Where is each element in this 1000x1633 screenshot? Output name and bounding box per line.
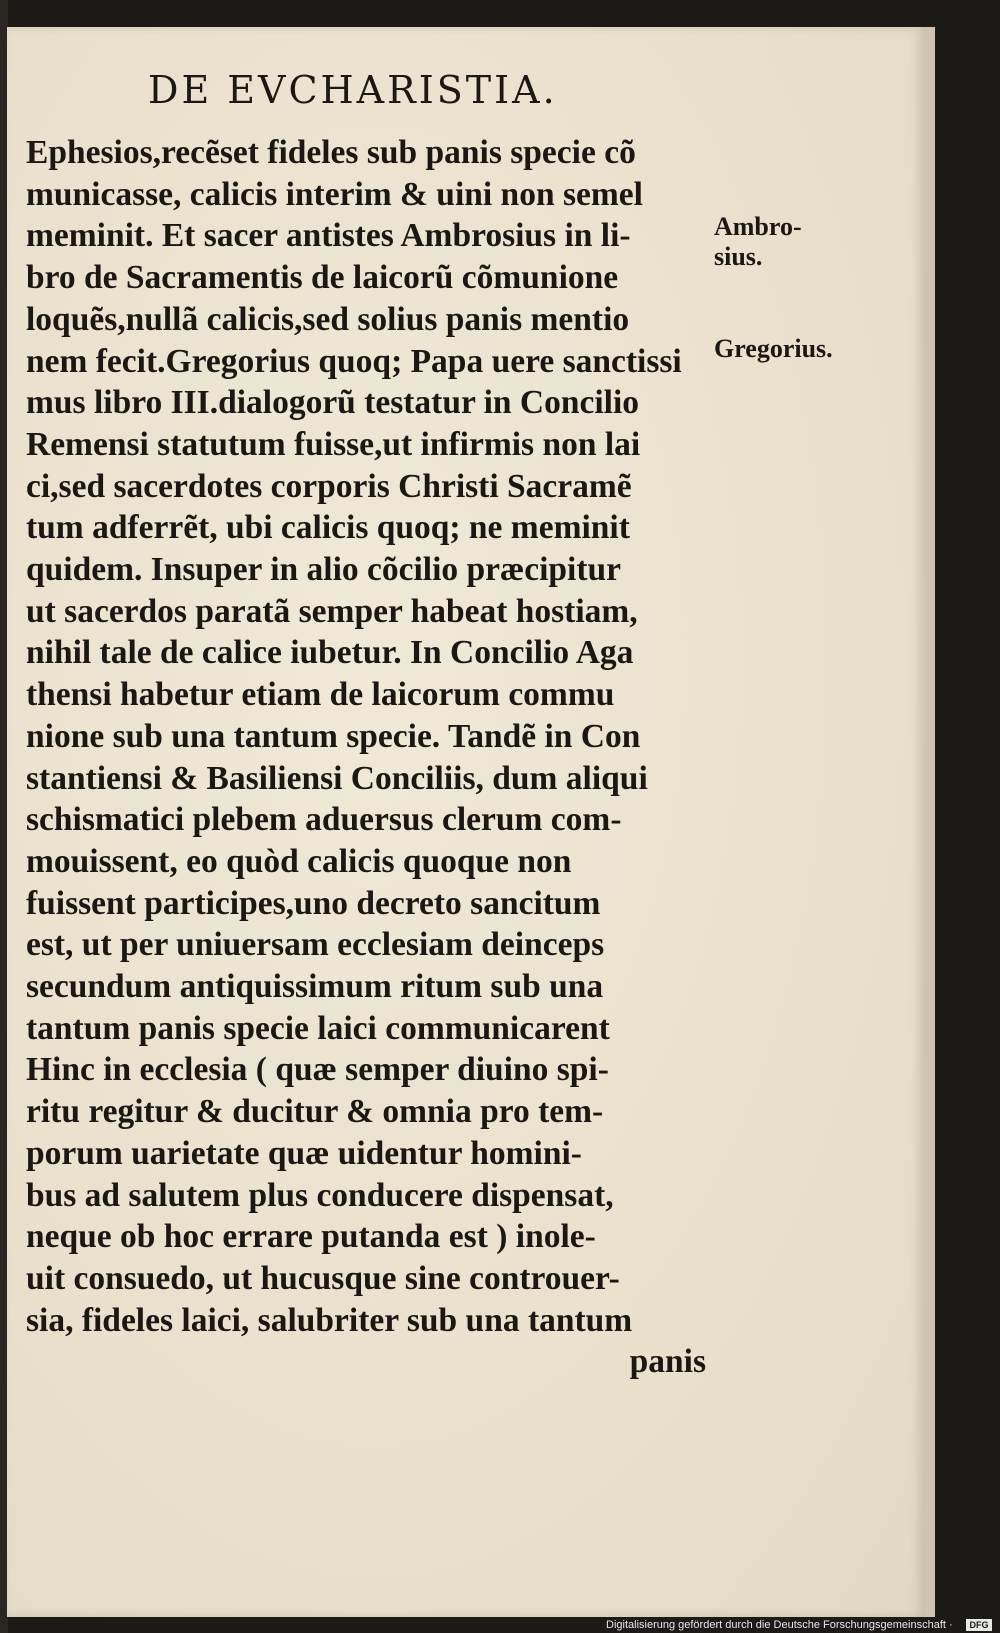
text-line: porum uarietate quæ uidentur homini- [26,1134,582,1172]
text-line: sia, fideles laici, salubriter sub una tantum [26,1301,633,1339]
text-line: tantum panis specie laici communicarent [26,1009,610,1047]
text-line: schismatici plebem aduersus clerum com- [26,801,622,839]
text-line: nem fecit.Gregorius quoq; Papa uere sanctissi [26,342,682,380]
text-line: meminit. Et sacer antistes Ambrosius in li- [26,217,631,255]
text-line: thensi habetur etiam de laicorum commu [26,676,615,714]
text-line: secundum antiquissimum ritum sub una [26,968,604,1006]
text-line: ritu regitur & ducitur & omnia pro tem- [26,1093,604,1131]
catchword: panis [629,1343,706,1381]
body-text [26,132,706,1383]
text-line: est, ut per uniuersam ecclesiam deinceps [26,926,605,964]
text-line: municasse, calicis interim & uini non semel [26,175,643,213]
text-line: neque ob hoc errare putanda est ) inole- [26,1218,596,1256]
text-line: fuissent participes,uno decreto sancitum [26,884,601,922]
text-line: Hinc in ecclesia ( quæ semper diuino spi- [26,1051,609,1089]
text-line: ci,sed sacerdotes corporis Christi Sacramẽ [26,467,632,505]
text-line: tum adferrẽt, ubi calicis quoq; ne meminit [26,509,630,547]
marginal-note-ambrosius: Ambro- sius. [714,212,802,271]
digitization-credit: Digitalisierung gefördert durch die Deutsche Forschungsgemeinschaft · [606,1619,953,1631]
text-line: bus ad salutem plus conducere dispensat, [26,1176,614,1214]
text-line: Remensi statutum fuisse,ut infirmis non lai [26,425,641,463]
text-line: quidem. Insuper in alio cõcilio præcipitur [26,551,622,589]
text-line: bro de Sacramentis de laicorũ cõmunione [26,259,619,297]
page-edge [925,27,935,1617]
marginal-note-gregorius: Gregorius. [714,334,833,363]
text-line: stantiensi & Basiliensi Conciliis, dum aliqui [26,759,648,797]
text-line: nione sub una tantum specie. Tandẽ in Con [26,717,641,755]
text-line: uit consuedo, ut hucusque sine controuer- [26,1259,620,1297]
running-head: DE EVCHARISTIA. [148,68,558,112]
text-line: ut sacerdos paratã semper habeat hostiam, [26,592,638,630]
text-line: mouissent, eo quòd calicis quoque non [26,842,572,880]
text-line: Ephesios,recẽset fideles sub panis specie cõ [26,134,636,171]
text-line: loquẽs,nullã calicis,sed solius panis mentio [26,300,630,338]
text-line: nihil tale de calice iubetur. In Concilio Aga [26,634,634,672]
text-line: mus libro III.dialogorũ testatur in Concilio [26,384,640,422]
dfg-logo: DFG [966,1619,992,1631]
